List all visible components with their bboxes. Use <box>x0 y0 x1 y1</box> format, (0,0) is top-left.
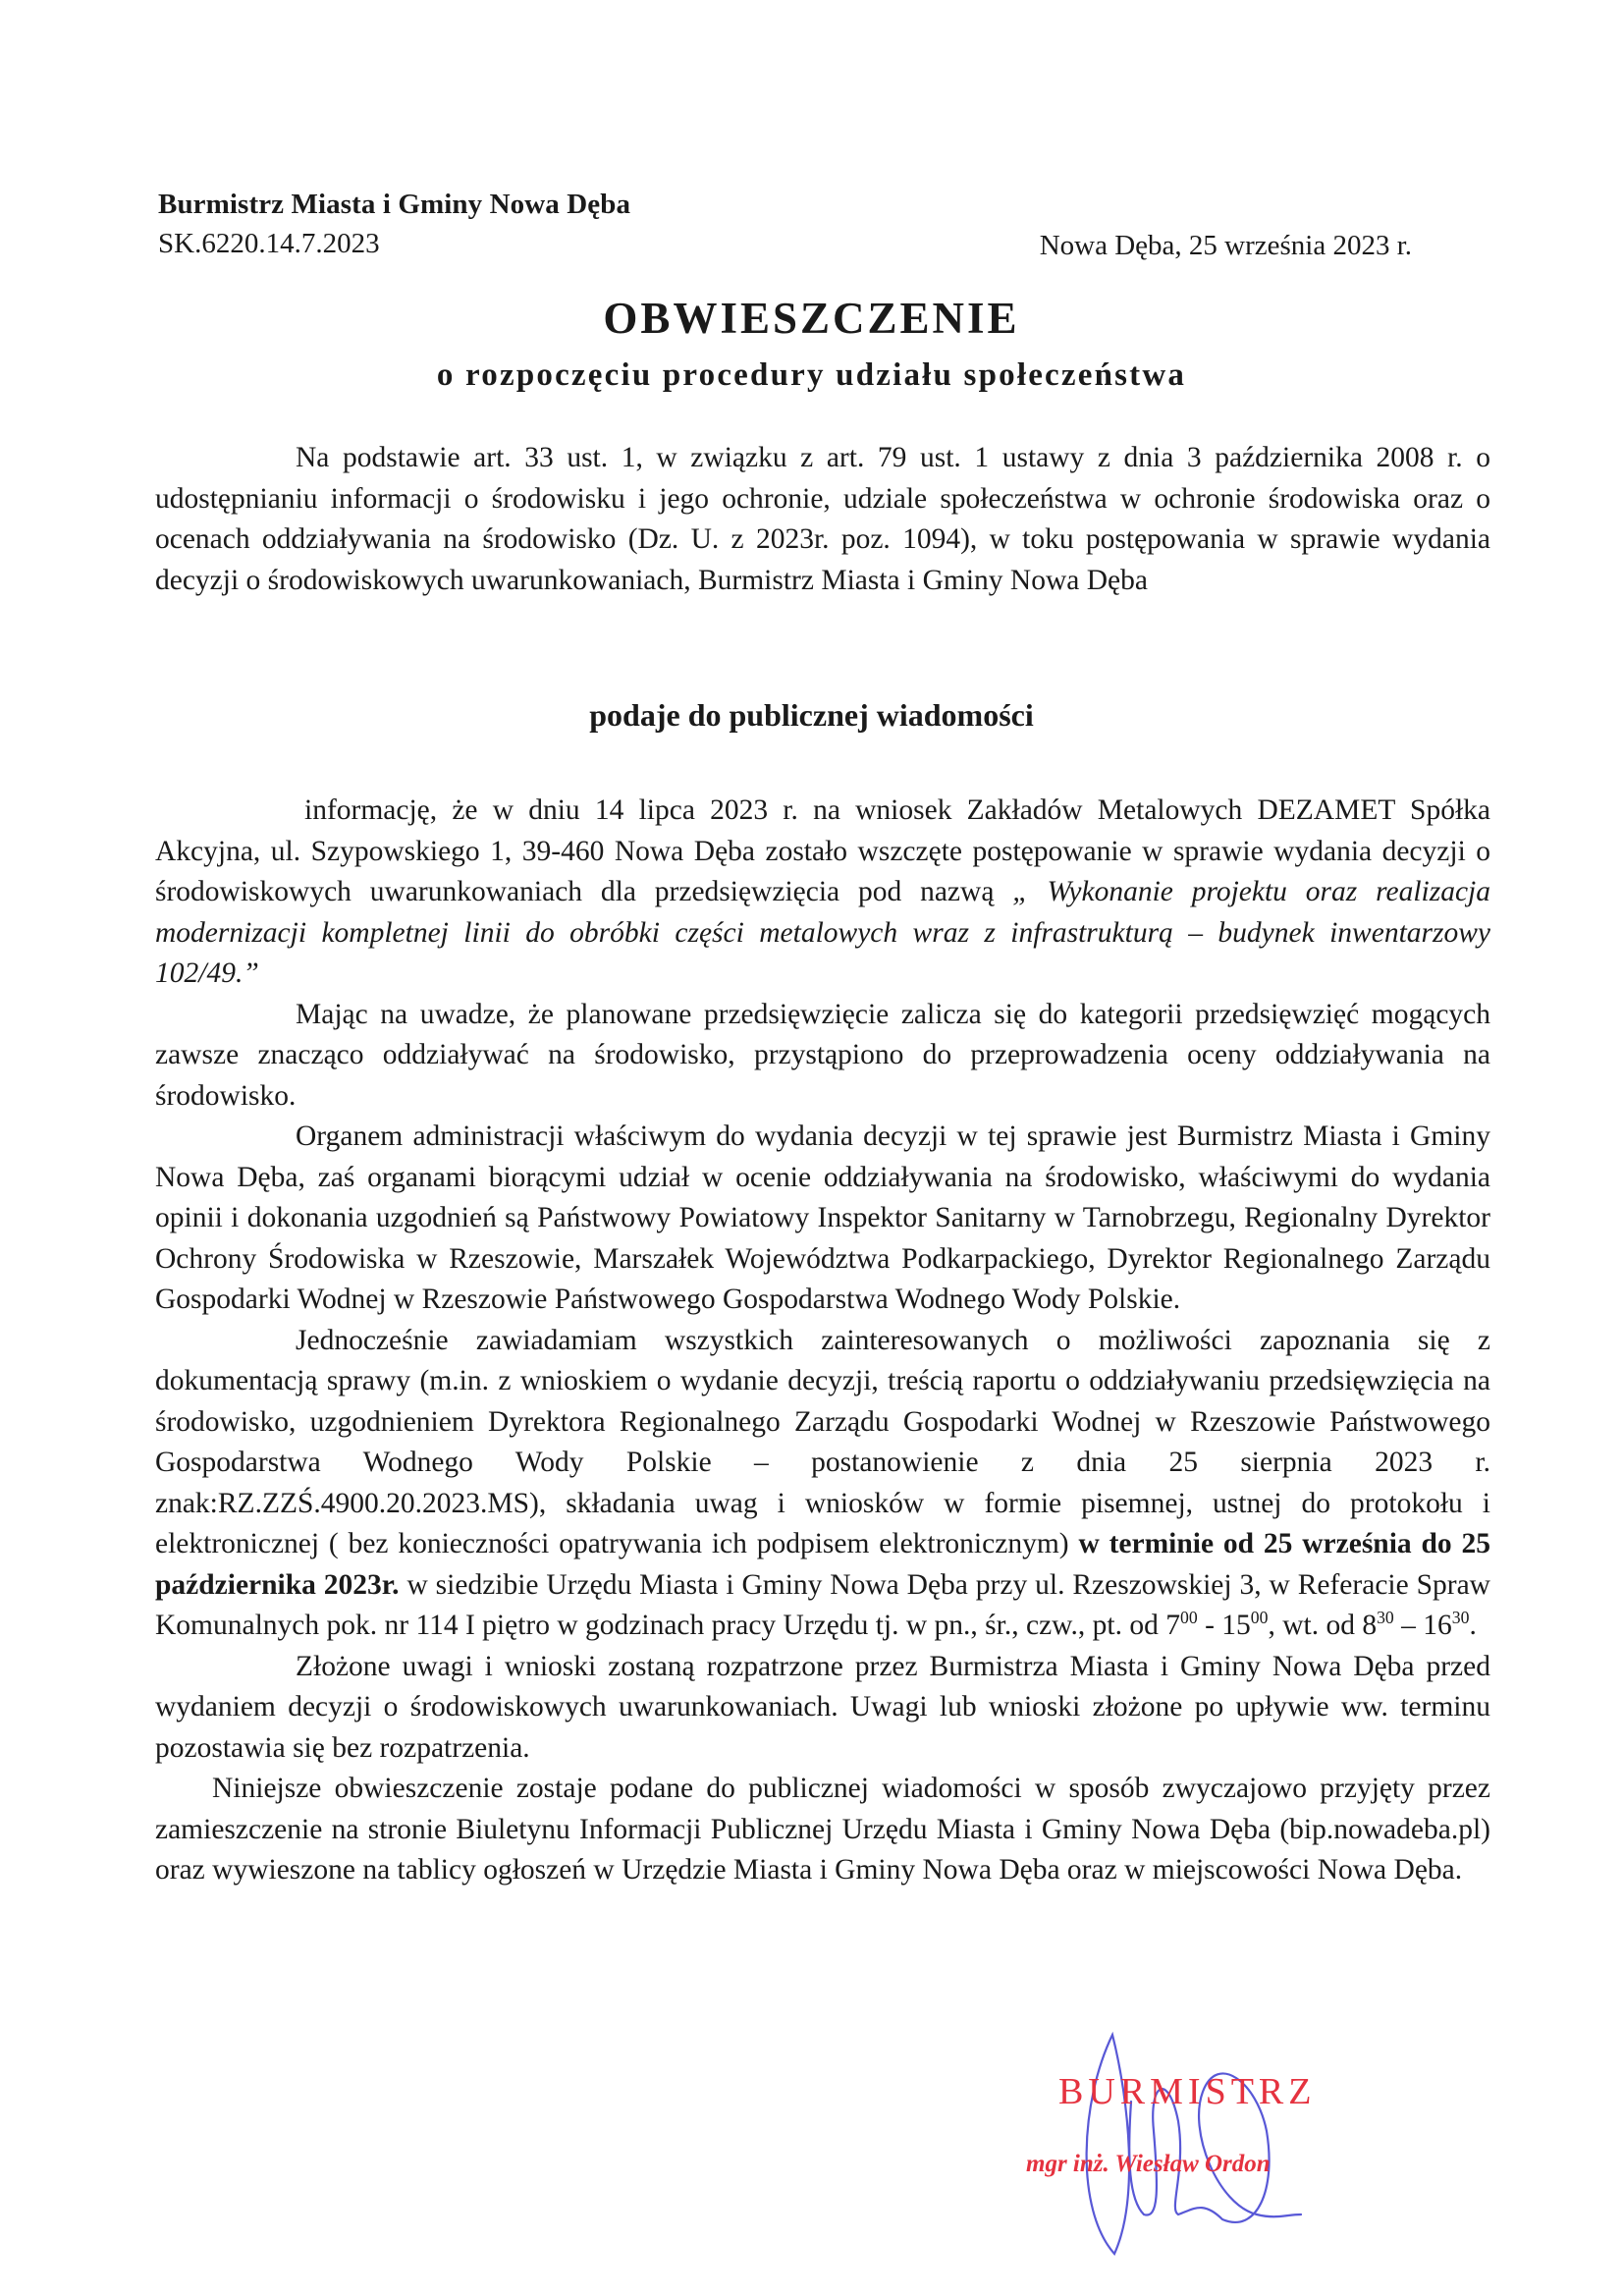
document-title: OBWIESZCZENIE <box>603 294 1020 343</box>
place-and-date: Nowa Dęba, 25 września 2023 r. <box>1039 230 1412 261</box>
reference-number: SK.6220.14.7.2023 <box>158 228 380 259</box>
paragraph-consultation <box>155 1321 1490 1647</box>
consultation-text: Jednocześnie zawiadamiam wszystkich zainteresowanych o możliwości zapoznania się z dokumentacją sprawy (m.in. z wnioskiem o wydanie decyzji, treścią raportu o oddziaływaniu przedsięwzięcia na środowisko, uzgodnieniem Dyrektora Regionalnego Zarządu Gospodarki Wodnej w Rzeszowie Państwowego Gospodarstwa Wodnego Wody Polskie – postanowienie z dnia 25 sierpnia 2023 r. znak:RZ.ZZŚ.4900.20.2023.MS), składania uwag i wniosków w formie pisemnej, ustnej do protokołu i elektronicznej ( bez konieczności opatrywania ich podpisem elektronicznym) <box>155 1324 1490 1559</box>
paragraph-category: Mając na uwadze, że planowane przedsięwzięcie zalicza się do kategorii przedsięwzięć mogących zawsze znacząco oddziaływać na środowisko, przystąpiono do przeprowadzenia oceny oddziaływania na środowisko. <box>155 998 1490 1112</box>
stamp-title: BURMISTRZ <box>1058 2071 1317 2112</box>
consultation-location: w siedzibie Urzędu Miasta i Gminy Nowa Dęba przy ul. Rzeszowskiej 3, w Referacie Spraw Komunalnych pok. nr 114 I piętro w godzinach pracy Urzędu tj. w pn., śr., czw., pt. od <box>155 1568 1490 1641</box>
office-hours: $7^{00} - 15^{00}$, wt. od $8^{30} - 16^{30}$. <box>1165 1608 1477 1641</box>
intro-paragraph: Na podstawie art. 33 ust. 1, w związku z art. 79 ust. 1 ustawy z dnia 3 października 2008 r. o udostępnianiu informacji o środowisku i jego ochronie, udziale społeczeństwa w ochronie środowiska oraz o ocenach oddziaływania na środowisko (Dz. U. z 2023r. poz. 1094), w toku postępowania w sprawie wydania decyzji o środowiskowych uwarunkowaniach, Burmistrz Miasta i Gminy Nowa Dęba <box>155 442 1490 596</box>
stamp-signatory-name: mgr inż. Wiesław Ordon <box>1026 2151 1271 2177</box>
paragraph-initiation <box>155 791 1490 995</box>
paragraph-authorities: Organem administracji właściwym do wydania decyzji w tej sprawie jest Burmistrz Miasta i Gminy Nowa Dęba, zaś organami biorącymi udział w ocenie oddziaływania na środowisko, właściwymi do wydania opinii i dokonania uzgodnień są Państwowy Powiatowy Inspektor Sanitarny w Tarnobrzegu, Regionalny Dyrektor Ochrony Środowiska w Rzeszowie, Marszałek Województwa Podkarpackiego, Dyrektor Regionalnego Zarządu Gospodarki Wodnej w Rzeszowie Państwowego Gospodarstwa Wodnego Wody Polskie. <box>155 1121 1490 1315</box>
paragraph-initiation-text: informację, że w dniu 14 lipca 2023 r. na wniosek Zakładów Metalowych DEZAMET Spółka Akcyjna, ul. Szypowskiego 1, 39-460 Nowa Dęba zostało wszczęte postępowanie w sprawie wydania decyzji o środowiskowych uwarunkowaniach dla przedsięwzięcia pod nazwą <box>155 794 1490 907</box>
paragraph-review: Złożone uwagi i wnioski zostaną rozpatrzone przez Burmistrza Miasta i Gminy Nowa Dęba przed wydaniem decyzji o środowiskowych uwarunkowaniach. Uwagi lub wnioski złożone po upływie ww. terminu pozostawia się bez rozpatrzenia. <box>155 1650 1490 1764</box>
announcement-heading: podaje do publicznej wiadomości <box>589 697 1034 733</box>
document-subtitle: o rozpoczęciu procedury udziału społeczeństwa <box>436 357 1187 393</box>
main-body <box>155 791 1490 1891</box>
project-name: „ Wykonanie projektu oraz realizacja modernizacji kompletnej linii do obróbki części metalowych wraz z infrastrukturą – budynek inwentarzowy 102/49.” <box>155 876 1490 989</box>
consultation-deadline: w terminie od 25 września do 25 października 2023r. <box>155 1528 1490 1601</box>
paragraph-publication: Niniejsze obwieszczenie zostaje podane do publicznej wiadomości w sposób zwyczajowo przyjęty przez zamieszczenie na stronie Biuletynu Informacji Publicznej Urzędu Miasta i Gminy Nowa Dęba (bip.nowadeba.pl) oraz wywieszone na tablicy ogłoszeń w Urzędzie Miasta i Gminy Nowa Dęba oraz w miejscowości Nowa Dęba. <box>155 1773 1490 1886</box>
intro-section <box>155 438 1490 601</box>
issuer-name: Burmistrz Miasta i Gminy Nowa Dęba <box>158 189 631 220</box>
